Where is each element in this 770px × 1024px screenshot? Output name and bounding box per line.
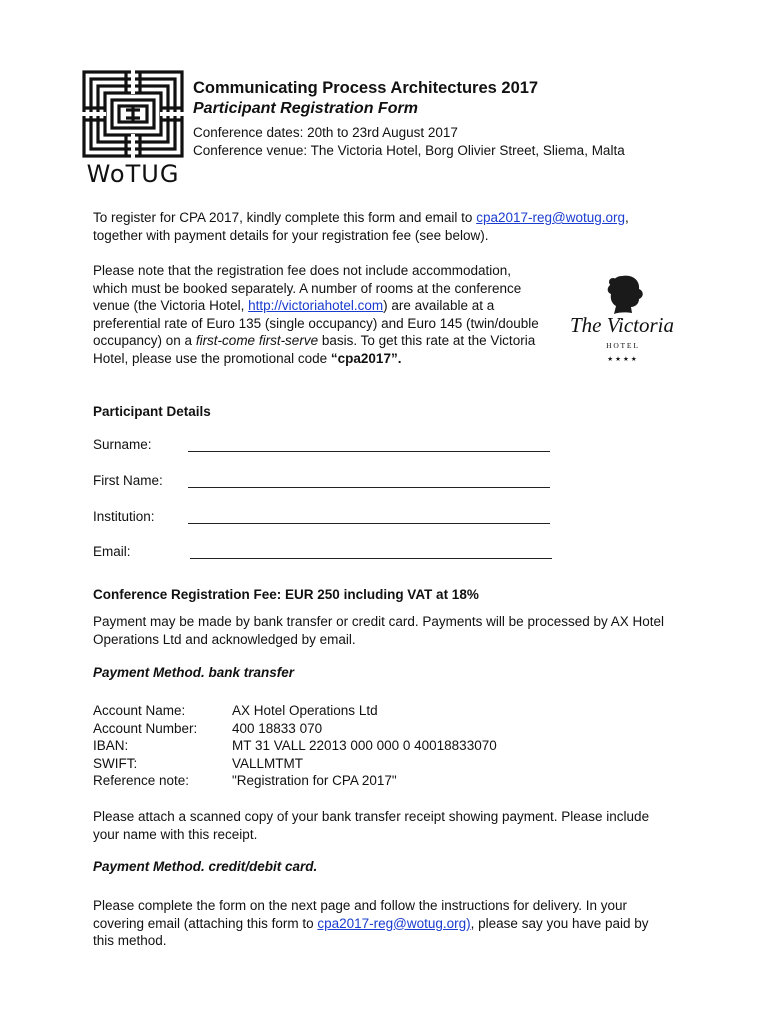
payment-info: Payment may be made by bank transfer or credit card. Payments will be processed by AX Hotel Operations Ltd and acknowledged by email. — [93, 614, 665, 647]
swift-value: VALLMTMT — [232, 755, 304, 771]
accommodation-text-3: basis. To get this rate at the Victoria Hotel, please use the promotional code — [93, 333, 536, 366]
institution-label: Institution: — [93, 509, 155, 524]
account-name-label: Account Name: — [93, 703, 186, 718]
form-subtitle: Participant Registration Form — [193, 100, 418, 117]
iban-value: MT 31 VALL 22013 000 000 0 40018833070 — [232, 738, 497, 753]
account-name-value: AX Hotel Operations Ltd — [232, 703, 378, 718]
hotel-stars: ★ ★ ★ ★ — [607, 355, 637, 363]
form-header — [193, 78, 753, 160]
hotel-word-text: H O T E L — [606, 341, 638, 350]
first-come-emphasis: first-come first-serve — [195, 333, 319, 348]
victoria-hotel-link[interactable]: http://victoriahotel.com — [248, 298, 384, 313]
credit-card-instructions — [93, 897, 673, 950]
accommodation-note — [93, 262, 543, 367]
accommodation-text-2: ) are available at a preferential rate of Euro 135 (single occupancy) and Euro 145 (twin/double occupancy) on a — [93, 298, 539, 348]
bank-details — [93, 702, 497, 790]
account-name-row — [93, 702, 497, 720]
victoria-hotel-logo — [562, 270, 682, 365]
reference-note-value: "Registration for CPA 2017" — [232, 773, 397, 788]
credit-card-text-after: , please say you have paid by this method. — [93, 915, 649, 948]
conference-dates: Conference dates: 20th to 23rd August 2017 — [193, 125, 458, 140]
swift-row — [93, 755, 497, 773]
account-number-value: 400 18833 070 — [232, 720, 323, 736]
intro-text-after: , together with payment details for your registration fee (see below). — [93, 210, 629, 243]
first-name-label: First Name: — [93, 473, 163, 488]
labyrinth-icon — [82, 70, 184, 158]
surname-field — [93, 437, 563, 457]
surname-input-line[interactable] — [188, 451, 550, 452]
promo-code: “cpa2017”. — [330, 350, 402, 366]
conference-venue: Conference venue: The Victoria Hotel, Borg Olivier Street, Sliema, Malta — [193, 143, 625, 158]
hotel-name-text: The Victoria — [569, 313, 675, 337]
reference-note-label: Reference note: — [93, 773, 190, 788]
registration-fee-heading: Conference Registration Fee: EUR 250 including VAT at 18% — [93, 587, 479, 602]
credit-card-email-link[interactable]: cpa2017-reg@wotug.org) — [317, 915, 471, 931]
participant-details-heading: Participant Details — [93, 404, 211, 419]
first-name-field — [93, 473, 563, 493]
attach-receipt-note: Please attach a scanned copy of your bank transfer receipt showing payment. Please include your name with this receipt. — [93, 809, 650, 842]
account-number-row — [93, 720, 497, 738]
wotug-logo — [82, 70, 184, 188]
email-label: Email: — [93, 544, 131, 559]
hotel-logo-graphic — [562, 270, 682, 365]
page-title: Communicating Process Architectures 2017 — [193, 79, 539, 97]
reference-note-row — [93, 772, 497, 790]
institution-field — [93, 509, 563, 529]
intro-paragraph — [93, 209, 673, 244]
accommodation-text: Please note that the registration fee does not include accommodation, which must be booked separately. A number of rooms at the conference venue (the Victoria Hotel, — [93, 263, 522, 313]
wotug-logo-text: WoTUG — [86, 160, 180, 188]
credit-card-heading: Payment Method. credit/debit card. — [93, 859, 318, 874]
registration-email-link[interactable]: cpa2017-reg@wotug.org — [476, 210, 625, 225]
silhouette-icon — [608, 276, 643, 314]
bank-transfer-heading: Payment Method. bank transfer — [93, 665, 295, 680]
intro-text: To register for CPA 2017, kindly complete this form and email to — [93, 210, 477, 225]
account-number-label: Account Number: — [93, 720, 198, 736]
credit-card-text: Please complete the form on the next page and follow the instructions for delivery. In your covering email (attaching this form to — [93, 898, 628, 931]
first-name-input-line[interactable] — [188, 487, 550, 488]
email-field — [93, 544, 563, 564]
iban-label: IBAN: — [93, 738, 129, 753]
iban-row — [93, 737, 497, 755]
institution-input-line[interactable] — [188, 523, 550, 524]
surname-label: Surname: — [93, 437, 152, 452]
email-input-line[interactable] — [190, 558, 552, 559]
swift-label: SWIFT: — [93, 755, 138, 771]
